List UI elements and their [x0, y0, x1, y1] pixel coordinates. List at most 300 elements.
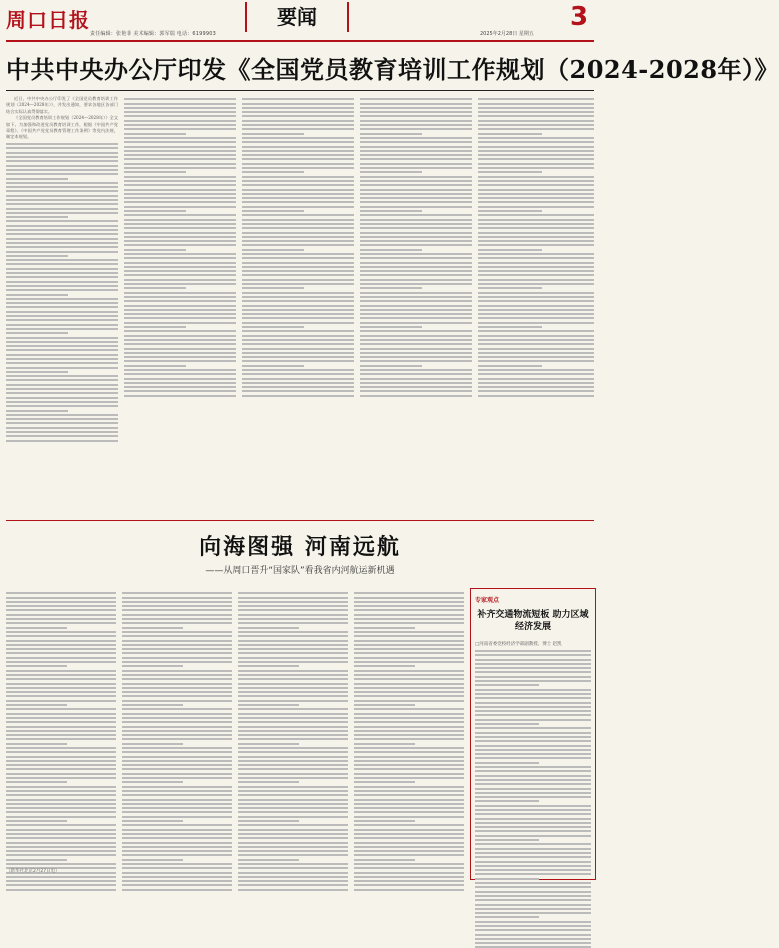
text-line	[238, 674, 348, 676]
text-line	[6, 332, 68, 334]
text-line	[6, 837, 116, 839]
expert-opinion-box	[470, 588, 596, 880]
text-line	[6, 315, 118, 317]
text-line	[360, 283, 472, 285]
text-line	[360, 232, 472, 234]
text-line	[122, 713, 232, 715]
text-line	[475, 697, 591, 699]
text-line	[360, 158, 472, 160]
text-line	[478, 107, 594, 109]
text-line	[475, 680, 591, 682]
text-line	[242, 210, 304, 212]
opinion-body	[475, 641, 591, 873]
text-line	[354, 721, 464, 723]
text-line	[354, 683, 464, 685]
text-line	[360, 184, 472, 186]
text-line	[242, 128, 354, 130]
text-line	[122, 609, 232, 611]
text-line	[478, 137, 594, 139]
text-line	[478, 287, 542, 289]
text-line	[122, 850, 232, 852]
text-line	[242, 343, 354, 345]
text-line	[6, 255, 68, 257]
text-line	[475, 891, 591, 893]
text-line	[354, 609, 464, 611]
text-line	[238, 803, 348, 805]
text-line	[124, 335, 236, 337]
text-line	[124, 300, 236, 302]
text-line	[124, 180, 236, 182]
column-text-lines	[354, 592, 464, 890]
text-line	[360, 317, 472, 319]
text-line	[122, 863, 232, 865]
text-line	[6, 717, 116, 719]
text-line	[6, 683, 116, 685]
text-line	[354, 790, 464, 792]
text-line	[354, 807, 464, 809]
text-line	[6, 208, 118, 210]
text-line	[475, 753, 591, 755]
text-line	[478, 150, 594, 152]
text-line	[238, 700, 348, 702]
text-line	[6, 212, 118, 214]
text-line	[478, 274, 594, 276]
text-line	[122, 811, 232, 813]
text-line	[360, 180, 472, 182]
article-lead: 近日，中共中央办公厅印发了《全国党员教育培训工作规划（2024—2028年）》，并发出通知，要求各地区各部门结合实际认真贯彻落实。	[6, 96, 118, 114]
text-line	[122, 652, 232, 654]
text-line	[360, 373, 472, 375]
text-line	[124, 249, 186, 251]
text-line	[478, 369, 594, 371]
text-line	[360, 386, 472, 388]
text-line	[242, 249, 304, 251]
text-line	[238, 807, 348, 809]
text-line	[238, 622, 348, 624]
text-line	[478, 266, 594, 268]
text-line	[354, 859, 415, 861]
text-line	[122, 747, 232, 749]
text-line	[6, 397, 118, 399]
text-line	[242, 171, 304, 173]
text-line	[6, 597, 116, 599]
text-line	[122, 683, 232, 685]
text-line	[6, 833, 116, 835]
text-line	[238, 850, 348, 852]
text-line	[124, 266, 236, 268]
text-line	[122, 760, 232, 762]
text-line	[238, 687, 348, 689]
text-line	[238, 640, 348, 642]
text-line	[238, 872, 348, 874]
text-line	[242, 274, 354, 276]
text-line	[354, 889, 464, 891]
opinion-tag: 专家观点	[475, 597, 500, 604]
text-line	[124, 146, 236, 148]
text-line	[238, 859, 299, 861]
text-line	[360, 171, 422, 173]
article-column-4	[360, 96, 472, 514]
text-line	[122, 605, 232, 607]
text-line	[6, 721, 116, 723]
text-line	[6, 726, 116, 728]
text-line	[6, 165, 118, 167]
text-line	[478, 330, 594, 332]
text-line	[478, 378, 594, 380]
text-line	[475, 740, 591, 742]
text-line	[124, 167, 236, 169]
text-line	[360, 167, 472, 169]
text-line	[360, 120, 472, 122]
text-line	[475, 736, 591, 738]
text-line	[478, 326, 542, 328]
text-line	[475, 671, 591, 673]
text-line	[124, 330, 236, 332]
text-line	[354, 678, 464, 680]
text-line	[475, 830, 591, 832]
text-line	[354, 597, 464, 599]
article2-column-2	[122, 590, 232, 875]
text-line	[475, 895, 591, 897]
text-line	[6, 635, 116, 637]
text-line	[6, 294, 68, 296]
text-line	[6, 216, 68, 218]
text-line	[475, 904, 591, 906]
text-line	[6, 289, 118, 291]
text-line	[354, 854, 464, 856]
text-line	[354, 687, 464, 689]
text-line	[124, 201, 236, 203]
text-line	[124, 360, 236, 362]
text-line	[6, 657, 116, 659]
text-line	[478, 120, 594, 122]
text-line	[124, 236, 236, 238]
text-line	[360, 133, 422, 135]
text-line	[122, 730, 232, 732]
text-line	[124, 158, 236, 160]
text-line	[360, 395, 472, 397]
text-line	[6, 242, 118, 244]
article-column-2	[124, 96, 236, 514]
text-line	[6, 431, 118, 433]
text-line	[238, 880, 348, 882]
text-line	[122, 854, 232, 856]
text-line	[354, 635, 464, 637]
text-line	[475, 839, 539, 841]
column-text-lines	[478, 98, 594, 396]
text-line	[238, 773, 348, 775]
column-text-lines	[242, 98, 354, 396]
text-line	[124, 184, 236, 186]
text-line	[6, 263, 118, 265]
text-line	[6, 178, 68, 180]
text-line	[122, 614, 232, 616]
text-line	[238, 652, 348, 654]
text-line	[242, 158, 354, 160]
text-line	[360, 107, 472, 109]
text-line	[238, 644, 348, 646]
text-line	[475, 925, 591, 927]
text-line	[6, 233, 118, 235]
text-line	[360, 274, 472, 276]
text-line	[238, 691, 348, 693]
text-line	[6, 824, 116, 826]
text-line	[124, 137, 236, 139]
text-line	[124, 343, 236, 345]
text-line	[242, 240, 354, 242]
text-line	[478, 365, 542, 367]
text-line	[475, 813, 591, 815]
text-line	[475, 800, 539, 802]
text-line	[122, 773, 232, 775]
text-line	[124, 326, 186, 328]
text-line	[124, 189, 236, 191]
text-line	[478, 373, 594, 375]
text-line	[478, 227, 594, 229]
text-line	[354, 850, 464, 852]
text-line	[6, 614, 116, 616]
text-line	[6, 199, 118, 201]
text-line	[475, 861, 591, 863]
text-line	[354, 876, 464, 878]
text-line	[6, 401, 118, 403]
text-line	[122, 768, 232, 770]
text-line	[478, 257, 594, 259]
text-line	[242, 253, 354, 255]
text-line	[360, 176, 472, 178]
text-line	[6, 734, 116, 736]
text-line	[475, 856, 591, 858]
text-line	[122, 880, 232, 882]
text-line	[122, 790, 232, 792]
text-line	[360, 150, 472, 152]
text-line	[354, 872, 464, 874]
text-line	[124, 296, 236, 298]
text-line	[124, 141, 236, 143]
text-line	[6, 285, 118, 287]
text-line	[238, 764, 348, 766]
text-line	[475, 916, 539, 918]
text-line	[242, 98, 354, 100]
text-line	[238, 695, 348, 697]
text-line	[475, 775, 591, 777]
text-line	[238, 854, 348, 856]
second-headline: 向海图强 河南远航	[199, 534, 401, 560]
text-line	[354, 713, 464, 715]
text-line	[478, 103, 594, 105]
text-line	[238, 648, 348, 650]
text-line	[124, 128, 236, 130]
text-line	[6, 251, 118, 253]
text-line	[238, 876, 348, 878]
text-line	[122, 678, 232, 680]
text-line	[360, 137, 472, 139]
text-line	[122, 648, 232, 650]
text-line	[360, 253, 472, 255]
text-line	[124, 227, 236, 229]
text-line	[475, 826, 591, 828]
text-line	[6, 371, 68, 373]
text-line	[475, 693, 591, 695]
text-line	[475, 929, 591, 931]
text-line	[478, 219, 594, 221]
text-line	[478, 111, 594, 113]
text-line	[6, 842, 116, 844]
text-line	[122, 820, 183, 822]
text-line	[475, 852, 591, 854]
text-line	[6, 229, 118, 231]
text-line	[6, 601, 116, 603]
text-line	[238, 683, 348, 685]
column-text-lines	[124, 98, 236, 396]
text-line	[354, 592, 464, 594]
text-line	[360, 270, 472, 272]
text-line	[124, 197, 236, 199]
text-line	[475, 719, 591, 721]
text-line	[238, 811, 348, 813]
text-line	[124, 210, 186, 212]
text-line	[354, 777, 464, 779]
text-line	[238, 846, 348, 848]
text-line	[354, 631, 464, 633]
text-line	[475, 676, 591, 678]
text-line	[238, 670, 348, 672]
text-line	[124, 133, 186, 135]
text-line	[6, 713, 116, 715]
text-line	[124, 365, 186, 367]
text-line	[6, 220, 118, 222]
text-line	[6, 592, 116, 594]
text-line	[360, 146, 472, 148]
text-line	[6, 863, 116, 865]
text-line	[242, 206, 354, 208]
text-line	[475, 818, 591, 820]
text-line	[122, 872, 232, 874]
text-line	[6, 773, 116, 775]
article-column-3	[242, 96, 354, 514]
text-line	[242, 219, 354, 221]
text-line	[242, 193, 354, 195]
text-line	[6, 859, 67, 861]
article-column-5	[478, 96, 594, 514]
text-line	[242, 154, 354, 156]
text-line	[122, 726, 232, 728]
text-line	[122, 777, 232, 779]
text-line	[360, 335, 472, 337]
text-line	[478, 176, 594, 178]
text-line	[360, 163, 472, 165]
text-line	[242, 365, 304, 367]
text-line	[475, 796, 591, 798]
text-line	[478, 171, 542, 173]
text-line	[478, 395, 594, 397]
text-line	[354, 640, 464, 642]
text-line	[478, 360, 594, 362]
text-line	[475, 749, 591, 751]
text-line	[122, 867, 232, 869]
text-line	[238, 786, 348, 788]
text-line	[242, 232, 354, 234]
text-line	[124, 313, 236, 315]
text-line	[242, 386, 354, 388]
text-line	[475, 706, 591, 708]
text-line	[124, 193, 236, 195]
text-line	[122, 687, 232, 689]
text-line	[478, 98, 594, 100]
text-line	[360, 210, 422, 212]
text-line	[354, 670, 464, 672]
text-line	[354, 760, 464, 762]
text-line	[354, 665, 415, 667]
text-line	[360, 313, 472, 315]
text-line	[124, 292, 236, 294]
text-line	[124, 257, 236, 259]
text-line	[242, 227, 354, 229]
text-line	[354, 708, 464, 710]
text-line	[124, 356, 236, 358]
text-line	[6, 435, 118, 437]
text-line	[238, 738, 348, 740]
text-line	[360, 262, 472, 264]
text-line	[6, 375, 118, 377]
text-line	[360, 219, 472, 221]
text-line	[122, 876, 232, 878]
text-line	[475, 667, 591, 669]
text-line	[354, 726, 464, 728]
text-line	[6, 422, 118, 424]
text-line	[6, 889, 116, 891]
text-line	[6, 367, 118, 369]
column-text-lines	[6, 592, 116, 890]
text-line	[238, 713, 348, 715]
text-line	[242, 176, 354, 178]
text-line	[478, 240, 594, 242]
text-line	[360, 189, 472, 191]
article2-column-4	[354, 590, 464, 875]
section-title: 要闻	[245, 2, 349, 32]
text-line	[238, 777, 348, 779]
text-line	[122, 640, 232, 642]
text-line	[124, 163, 236, 165]
text-line	[475, 942, 591, 944]
text-line	[478, 249, 542, 251]
text-line	[475, 822, 591, 824]
text-line	[238, 618, 348, 620]
text-line	[360, 197, 472, 199]
text-line	[124, 120, 236, 122]
text-line	[354, 842, 464, 844]
text-line	[475, 886, 591, 888]
text-line	[478, 180, 594, 182]
opinion-title: 补齐交通物流短板 助力区域经济发展	[477, 610, 589, 632]
text-line	[242, 300, 354, 302]
text-line	[122, 794, 232, 796]
text-line	[238, 790, 348, 792]
text-line	[6, 790, 116, 792]
text-line	[354, 768, 464, 770]
text-line	[478, 253, 594, 255]
text-line	[242, 201, 354, 203]
text-line	[475, 878, 539, 880]
text-line	[238, 708, 348, 710]
text-line	[124, 322, 236, 324]
text-line	[478, 154, 594, 156]
text-line	[122, 704, 183, 706]
text-line	[475, 873, 591, 875]
text-line	[354, 717, 464, 719]
article2-column-1	[6, 590, 116, 875]
text-line	[122, 807, 232, 809]
